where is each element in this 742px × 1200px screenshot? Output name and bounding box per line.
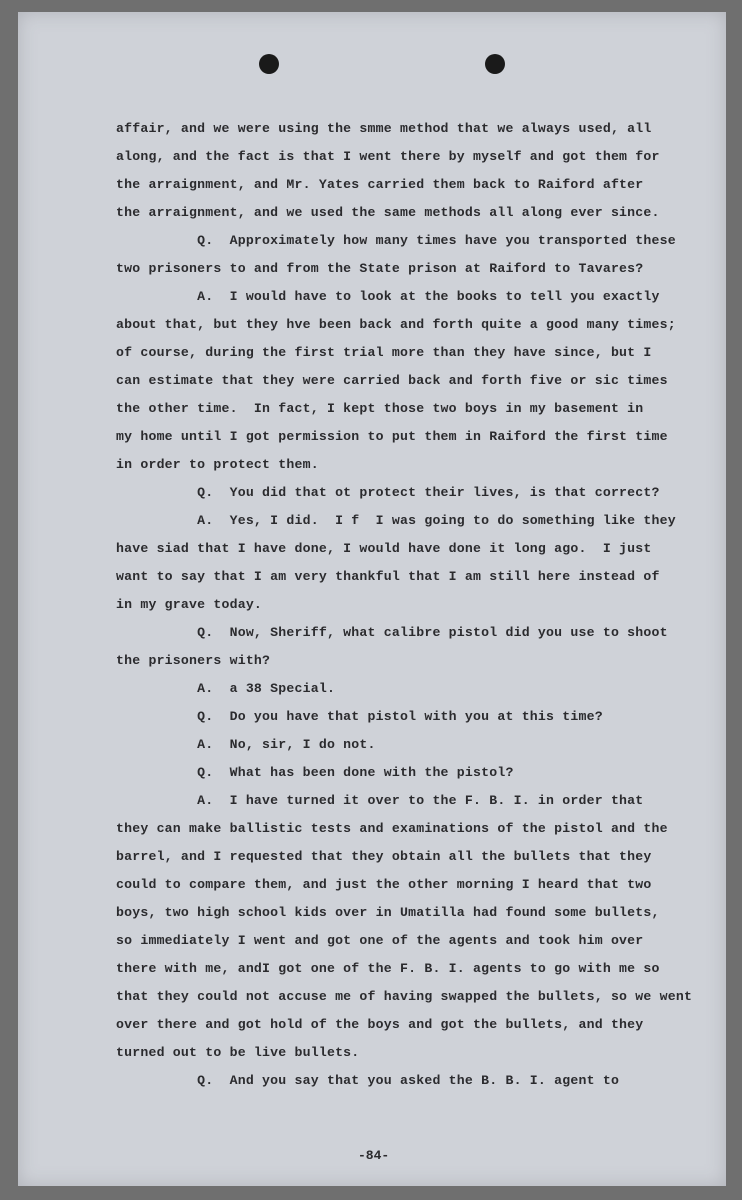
text-line: the arraignment, and Mr. Yates carried them back to Raiford after <box>116 177 644 192</box>
text-line: there with me, andI got one of the F. B. I. agents to go with me so <box>116 961 660 976</box>
text-line: over there and got hold of the boys and got the bullets, and they <box>116 1017 644 1032</box>
text-line: two prisoners to and from the State prison at Raiford to Tavares? <box>116 261 644 276</box>
text-line: my home until I got permission to put them in Raiford the first time <box>116 429 668 444</box>
text-line: the other time. In fact, I kept those two boys in my basement in <box>116 401 644 416</box>
transcript-body <box>116 12 716 1088</box>
text-line: about that, but they hve been back and forth quite a good many times; <box>116 317 676 332</box>
text-line: the arraignment, and we used the same methods all along ever since. <box>116 205 660 220</box>
document-page <box>18 12 726 1186</box>
text-line: boys, two high school kids over in Umatilla had found some bullets, <box>116 905 660 920</box>
text-line: A. I have turned it over to the F. B. I. in order that <box>116 793 644 808</box>
text-line: in order to protect them. <box>116 457 319 472</box>
text-line: turned out to be live bullets. <box>116 1045 360 1060</box>
text-line: in my grave today. <box>116 597 263 612</box>
text-line: A. a 38 Special. <box>116 681 336 696</box>
page-number: -84- <box>358 1148 390 1163</box>
text-line: barrel, and I requested that they obtain all the bullets that they <box>116 849 652 864</box>
text-line: along, and the fact is that I went there by myself and got them for <box>116 149 660 164</box>
text-line: A. I would have to look at the books to tell you exactly <box>116 289 660 304</box>
text-line: have siad that I have done, I would have done it long ago. I just <box>116 541 652 556</box>
text-line: affair, and we were using the smme method that we always used, all <box>116 121 652 136</box>
text-line: Q. And you say that you asked the B. B. I. agent to <box>116 1073 620 1088</box>
text-line: want to say that I am very thankful that I am still here instead of <box>116 569 660 584</box>
text-line: of course, during the first trial more than they have since, but I <box>116 345 652 360</box>
text-line: Q. Do you have that pistol with you at this time? <box>116 709 603 724</box>
text-line: Q. You did that ot protect their lives, is that correct? <box>116 485 660 500</box>
text-line: they can make ballistic tests and examinations of the pistol and the <box>116 821 668 836</box>
text-line: Q. Now, Sheriff, what calibre pistol did you use to shoot <box>116 625 668 640</box>
text-line: Q. What has been done with the pistol? <box>116 765 514 780</box>
text-line: Q. Approximately how many times have you transported these <box>116 233 676 248</box>
text-line: A. No, sir, I do not. <box>116 737 376 752</box>
text-line: the prisoners with? <box>116 653 271 668</box>
text-line: can estimate that they were carried back and forth five or sic times <box>116 373 668 388</box>
text-line: so immediately I went and got one of the agents and took him over <box>116 933 644 948</box>
text-line: that they could not accuse me of having swapped the bullets, so we went <box>116 989 693 1004</box>
text-line: A. Yes, I did. I f I was going to do something like they <box>116 513 676 528</box>
text-line: could to compare them, and just the other morning I heard that two <box>116 877 652 892</box>
